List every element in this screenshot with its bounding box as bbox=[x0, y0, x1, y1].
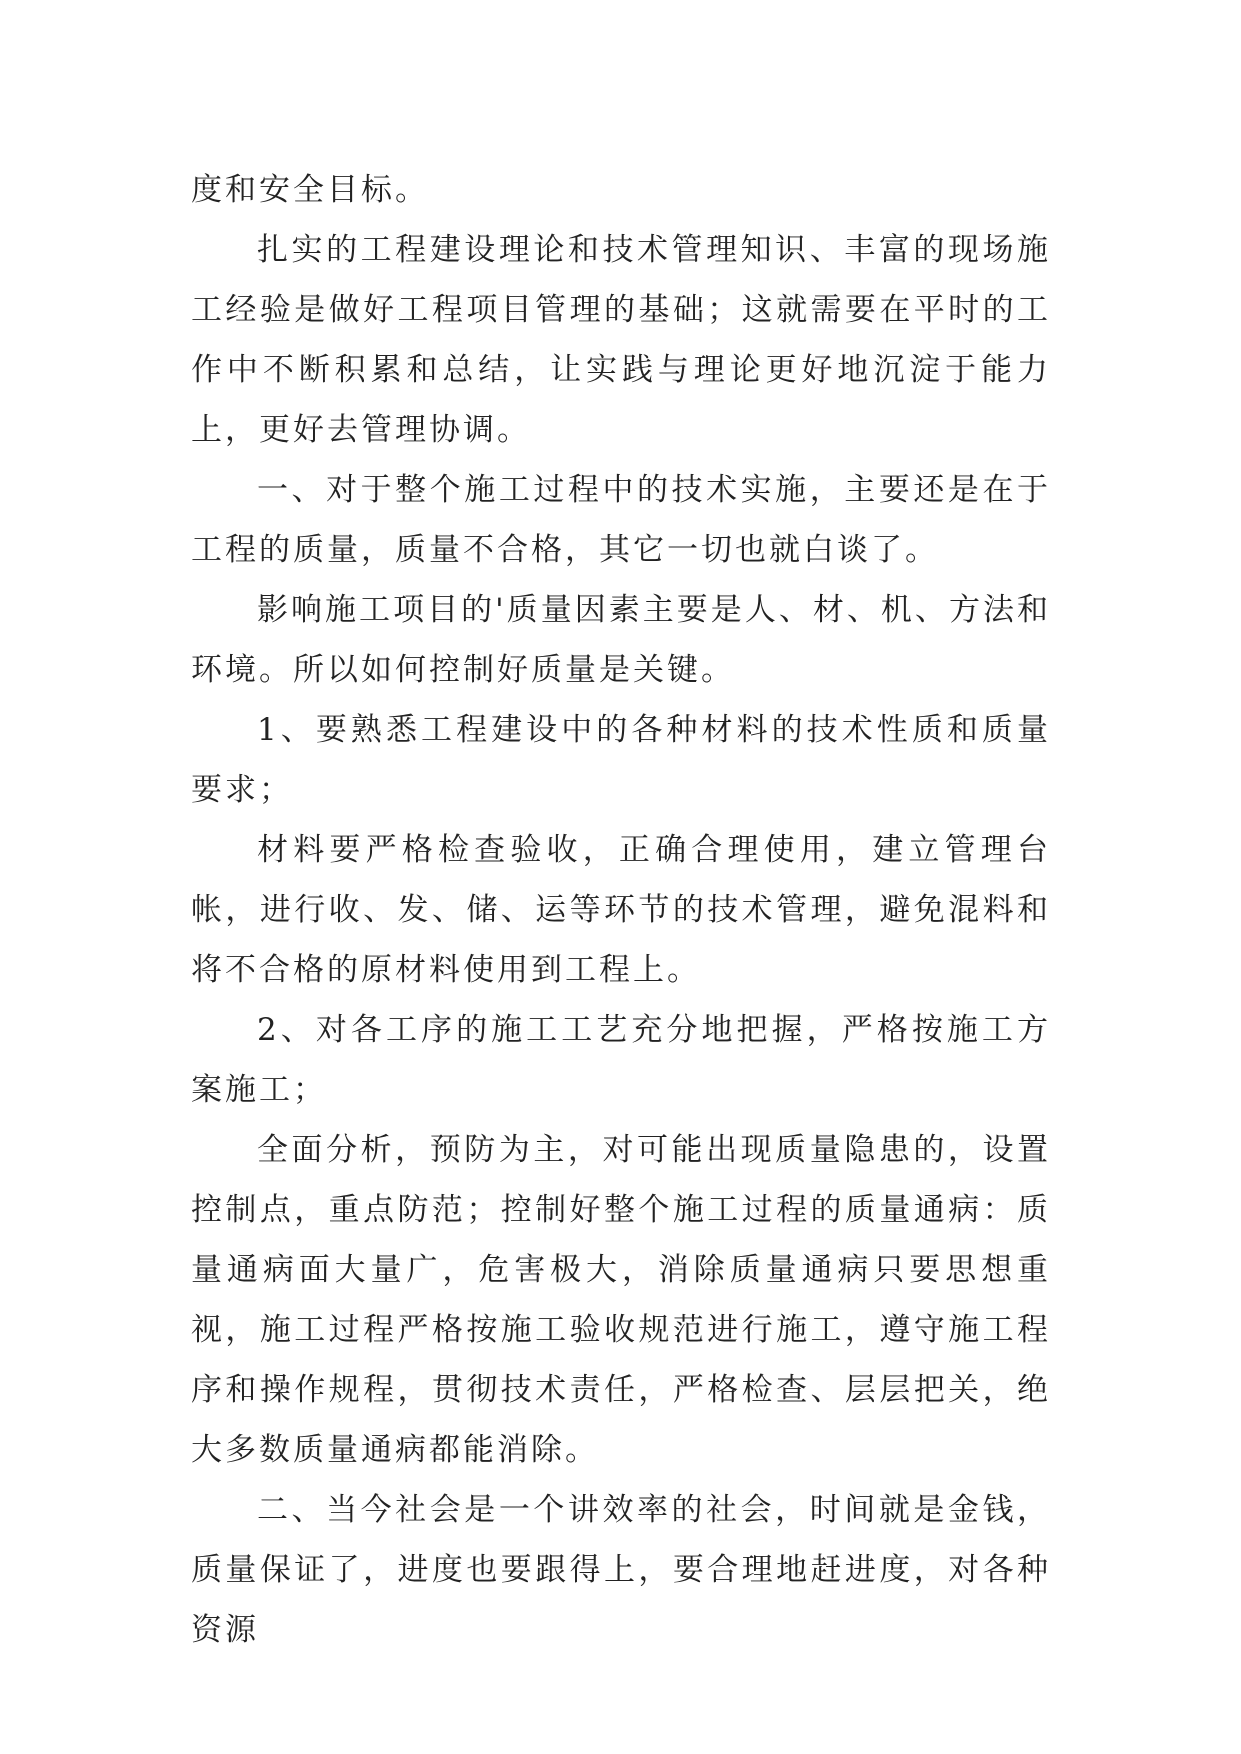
paragraph: 2、对各工序的施工工艺充分地把握，严格按施工方案施工； bbox=[191, 1012, 1051, 1108]
paragraph: 1、要熟悉工程建设中的各种材料的技术性质和质量要求； bbox=[191, 712, 1051, 808]
body-text bbox=[191, 160, 1051, 1660]
paragraph: 度和安全目标。 bbox=[191, 172, 429, 208]
paragraph: 材料要严格检查验收，正确合理使用，建立管理台帐，进行收、发、储、运等环节的技术管理，避免混料和将不合格的原材料使用到工程上。 bbox=[191, 832, 1051, 988]
paragraph: 全面分析，预防为主，对可能出现质量隐患的，设置控制点，重点防范；控制好整个施工过程的质量通病：质量通病面大量广，危害极大，消除质量通病只要思想重视，施工过程严格按施工验收规范进行施工，遵守施工程序和操作规程，贯彻技术责任，严格检查、层层把关，绝大多数质量通病都能消除。 bbox=[191, 1132, 1051, 1468]
paragraph: 影响施工项目的'质量因素主要是人、材、机、方法和环境。所以如何控制好质量是关键。 bbox=[191, 592, 1051, 688]
paragraph: 一、对于整个施工过程中的技术实施，主要还是在于工程的质量，质量不合格，其它一切也就白谈了。 bbox=[191, 472, 1051, 568]
paragraph: 扎实的工程建设理论和技术管理知识、丰富的现场施工经验是做好工程项目管理的基础；这就需要在平时的工作中不断积累和总结，让实践与理论更好地沉淀于能力上，更好去管理协调。 bbox=[191, 232, 1051, 448]
paragraph: 二、当今社会是一个讲效率的社会，时间就是金钱，质量保证了，进度也要跟得上，要合理地赶进度，对各种资源 bbox=[191, 1492, 1051, 1648]
